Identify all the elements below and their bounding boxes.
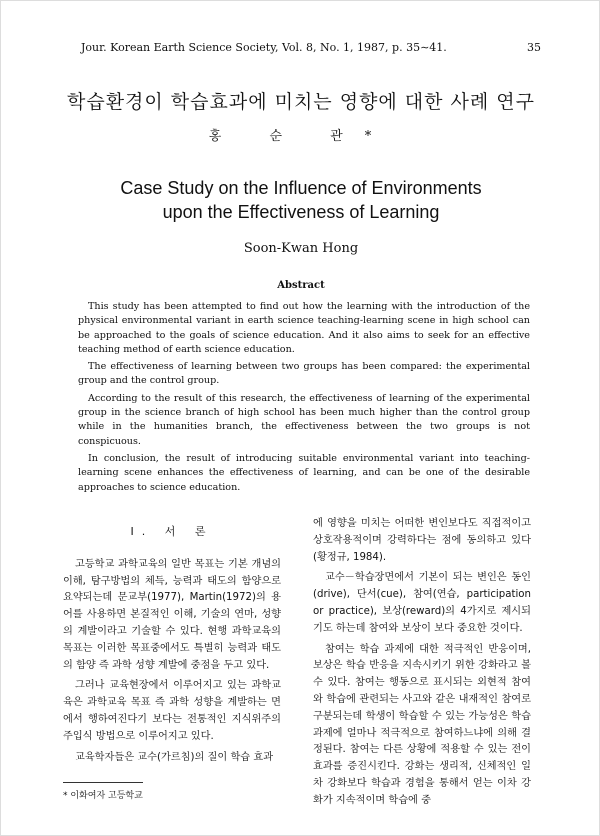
abstract-paragraph: According to the result of this research, the effectiveness of learning of the experimental group in the science branch of high school has been much higher than the control group while in the humanities branch, the effectiveness between the two groups is not conspicuous. (78, 392, 530, 447)
english-title-line: Case Study on the Influence of Environments (120, 178, 482, 198)
english-author: Soon-Kwan Hong (243, 241, 359, 256)
footnote-rule (63, 782, 143, 783)
body-paragraph: 참여는 학습 과제에 대한 적극적인 반응이며, 보상은 학습 반응을 지속시키기 위한 강화라고 볼 수 있다. 참여는 행동으로 표시되는 외현적 참여와 학습에 관련되는 사고와 같은 내재적인 참여로 구분되는데 학생이 학습할 수 있는 가능성은 학습 과제에 얼마나 적극적으로 참여하느냐에 의해 결정된다. 참여는 다른 상황에 적용할 수 있는 전이효과를 증진시킨다. 강화는 생리적, 신체적인 일차 강화보다 학습과 경험을 통해서 얻는 이차 강화가 지속적이며 학습에 중 (313, 643, 531, 806)
english-title-line: upon the Effectiveness of Learning (162, 202, 440, 222)
abstract-body (78, 300, 530, 498)
right-column (313, 516, 531, 814)
running-header (81, 41, 541, 54)
body-paragraph: 그러나 교육현장에서 이루어지고 있는 과학교육은 과학교육 목표 즉 과학 성향을 계발하는 면에서 행하여진다기 보다는 전통적인 지식위주의 주입식 방법으로 이루어지고 있다. (63, 680, 281, 742)
page-number: 35 (527, 41, 541, 54)
korean-title: 학습환경이 학습효과에 미치는 영향에 대한 사례 연구 (66, 91, 536, 113)
abstract-paragraph: The effectiveness of learning between two groups has been compared: the experimental group and the control group. (78, 361, 530, 387)
abstract-heading: Abstract (277, 280, 325, 291)
body-paragraph: 에 영향을 미치는 어떠한 변인보다도 직접적이고 상호작용적이며 강력하다는 점에 동의하고 있다(황정규, 1984). (313, 518, 531, 563)
left-column (63, 516, 281, 770)
section-title: I. 서 론 (130, 525, 214, 538)
body-paragraph: 교육학자들은 교수(가르침)의 질이 학습 효과 (75, 751, 274, 763)
korean-author: 홍 순 관* (208, 129, 394, 144)
journal-citation: Jour. Korean Earth Science Society, Vol. 8, No. 1, 1987, p. 35∼41. (81, 41, 447, 54)
english-title (61, 176, 541, 224)
abstract-paragraph: In conclusion, the result of introducing suitable environmental variant into teaching-learning scene enhances the effectiveness of learning, and can be one of the desirable approaches to science education. (78, 452, 530, 493)
body-paragraph: 고등학교 과학교육의 일반 목표는 기본 개념의 이해, 탐구방법의 체득, 능력과 태도의 함양으로 요약되는데 문교부(1977), Martin(1972)의 용어를 사용하면 본질적인 이해, 기술의 연마, 성향의 계발이라고 기술할 수 있다. 현행 과학교육의 목표는 이러한 목표중에서도 특별히 능력과 태도의 함양 즉 과학 성향 계발에 중점을 두고 있다. (63, 558, 281, 671)
abstract-paragraph: This study has been attempted to find out how the learning with the introduction of the physical environmental variant in earth science teaching-learning scene in high school can be approached to the goals of science education. And it also aims to seek for an effective teaching method of earth science education. (78, 301, 530, 355)
body-paragraph: 교수－학습장면에서 기본이 되는 변인은 동인(drive), 단서(cue), 참여(연습, participation or practice), 보상(reward)의 4가지로 제시되기도 하는데 참여와 보상이 보다 중요한 것이다. (313, 572, 531, 634)
footnote: * 이화여자 고등학교 (63, 791, 143, 801)
